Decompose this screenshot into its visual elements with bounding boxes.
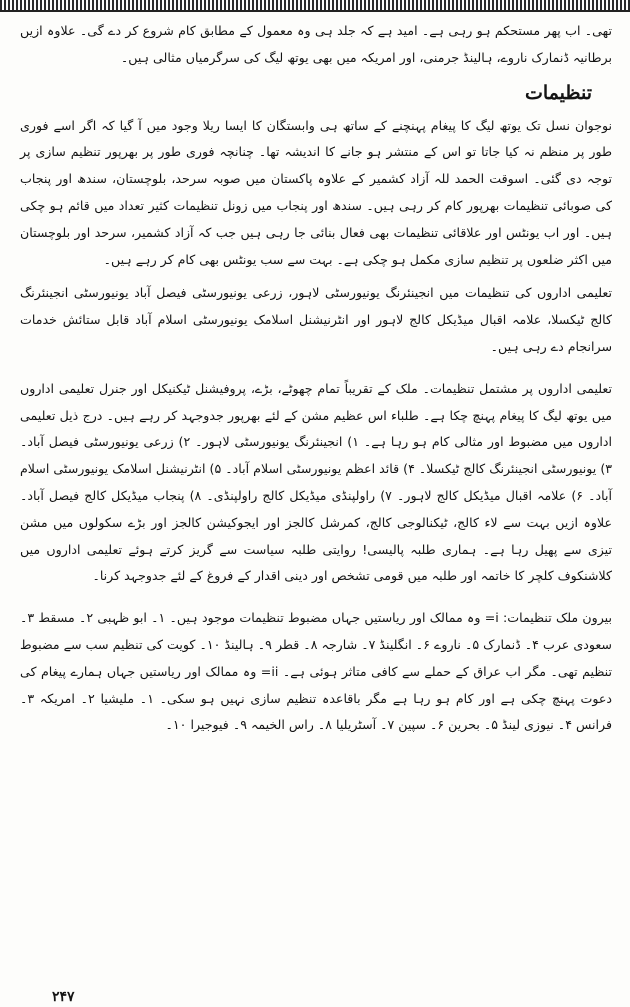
paragraph-organization: نوجوان نسل تک یوتھ لیگ کا پیغام پہنچنے کے ساتھ ہی وابستگان کا ایسا ریلا وجود میں آ گیا کہ اگر اسے فوری طور پر منظم نہ کیا جاتا تو اس کے منتشر ہو جانے کا اندیشہ تھا۔ چنانچہ فوری طور پر بھرپور تنظیم سازی پر توجہ دی گئی۔ اسوقت الحمد للہ آزاد کشمیر کے علاوہ پاکستان میں صوبہ سرحد، بلوچستان، سندھ اور پنجاب کی صوبائی تنظیمات بھرپور کام کر رہی ہیں۔ سندھ اور پنجاب میں زونل تنظیمات کثیر تعداد میں قائم ہو چکی ہیں۔ اور اب یونٹس اور علاقائی تنظیمات بھی فعال بنائی جا رہی ہیں جب کہ آزاد کشمیر، سرحد اور بلوچستان میں اکثر ضلعوں پر تنظیم سازی مکمل ہو چکی ہے۔ بہت سے سب یونٹس بھی کام کر رہے ہیں۔ — [20, 117, 612, 267]
paragraph-gap — [20, 597, 612, 605]
page-number: ۲۴۷ — [52, 989, 75, 1005]
section-heading: تنظیمات — [524, 81, 592, 104]
paragraph-educational-institutions: تعلیمی اداروں کی تنظیمات میں انجینئرنگ یونیورسٹی لاہور، زرعی یونیورسٹی فیصل آباد یونیورسٹی انجینئرنگ کالج ٹیکسلا، علامہ اقبال میڈیکل کالج لاہور اور انٹرنیشنل اسلامک یونیورسٹی اسلام آباد قابل ستائش خدمات سرانجام دے رہی ہیں۔ — [20, 285, 612, 354]
scan-top-border — [0, 0, 630, 10]
paragraph-gap — [20, 368, 612, 376]
intro-paragraph: تھی۔ اب پھر مستحکم ہو رہی ہے۔ امید ہے کہ جلد ہی وہ معمول کے مطابق کام شروع کر دے گی۔ علاوہ ازیں برطانیہ ڈنمارک ناروے، ہالینڈ جرمنی، اور امریکہ میں بھی یوتھ لیگ کی سرگرمیاں مثالی ہیں۔ — [20, 23, 612, 65]
paragraph-student-organizations: تعلیمی اداروں پر مشتمل تنظیمات۔ ملک کے تقریباً تمام چھوٹے، بڑے، پروفیشنل ٹیکنیکل اور جنرل تعلیمی اداروں میں یوتھ لیگ کا پیغام پہنچ چکا ہے۔ طلباء اس عظیم مشن کے لئے بھرپور جدوجہد کر رہے ہیں۔ درج ذیل تعلیمی اداروں میں مضبوط اور مثالی کام ہو رہا ہے۔ ۱) انجینئرنگ یونیورسٹی لاہور۔ ۲) زرعی یونیورسٹی فیصل آباد۔ ۳) یونیورسٹی انجینئرنگ کالج ٹیکسلا۔ ۴) قائد اعظم یونیورسٹی اسلام آباد۔ ۵) انٹرنیشنل اسلامک یونیورسٹی اسلام آباد۔ ۶) علامہ اقبال میڈیکل کالج لاہور۔ ۷) راولپنڈی میڈیکل کالج راولپنڈی۔ ۸) پنجاب میڈیکل کالج فیصل آباد۔ علاوہ ازیں بہت سے لاء کالج، ٹیکنالوجی کالج، کمرشل کالجز اور ایجوکیشن کالجز اور بڑے سکولوں میں مشن تیزی سے پھیل رہا ہے۔ ہماری طلبہ پالیسی! روایتی طلبہ سیاست سے گریز کرتے ہوئے تعلیمی اداروں میں کلاشنکوف کلچر کا خاتمہ اور طلبہ میں قومی تشخص اور دینی اقدار کے فروغ کے لئے جدوجہد کرنا۔ — [20, 380, 612, 584]
scan-top-rule — [0, 10, 630, 12]
paragraph-overseas-organizations: بیرون ملک تنظیمات: i= وہ ممالک اور ریاستیں جہاں مضبوط تنظیمات موجود ہیں۔ ۱۔ ابو ظہبی ۲۔ مسقط ۳۔ سعودی عرب ۴۔ ڈنمارک ۵۔ ناروے ۶۔ انگلینڈ ۷۔ شارجہ ۸۔ قطر ۹۔ ہالینڈ ۱۰۔ کویت کی تنظیم سب سے مضبوط تنظیم تھی۔ مگر اب عراق کے حملے سے کافی متاثر ہوئی ہے۔ ii= وہ ممالک اور ریاستیں جہاں ہمارے پیغام کی دعوت پہنچ چکی ہے اور کام ہو رہا ہے مگر باقاعدہ تنظیم سازی نہیں ہو سکی۔ ۱۔ ملیشیا ۲۔ امریکہ ۳۔ فرانس ۴۔ نیوزی لینڈ ۵۔ بحرین ۶۔ سپین ۷۔ آسٹریلیا ۸۔ راس الخیمہ ۹۔ فیوجیرا ۱۰۔ — [20, 610, 612, 733]
document-page — [20, 18, 612, 993]
